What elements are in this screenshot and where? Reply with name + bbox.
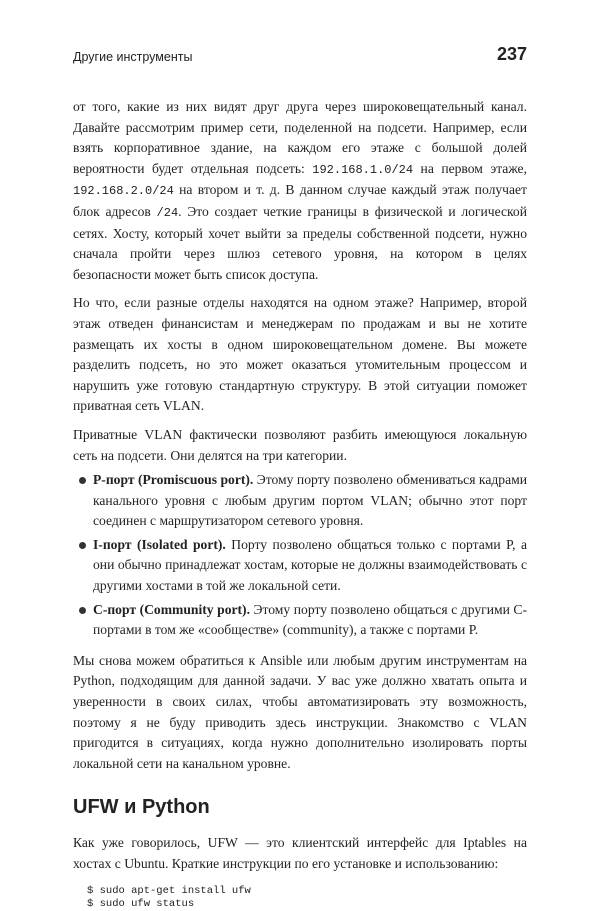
running-header (73, 44, 527, 68)
bullet-icon (79, 542, 86, 549)
inline-code: 192.168.1.0/24 (312, 162, 414, 177)
running-section-title: Другие инструменты (73, 50, 193, 64)
list-item-text: Этому порту позволено общаться с другими C-портами в том же «сообществе» (community), а также с портами P. (93, 601, 527, 638)
text-run: на втором и т. д. В данном случае каждый этаж получает блок адресов (73, 182, 527, 219)
paragraph-departments: Но что, если разные отделы находятся на одном этаже? Например, второй этаж отведен финансистам и менеджерам по продажам и вы не хотите размещать их хосты в одном широковещательном домене. Вы можете разделить подсеть, но это может оказаться утомительным процессом и нарушить уже готовую стандартную структуру. В этой ситуации поможет приватная сеть VLAN. (73, 295, 527, 414)
paragraph-subnets (73, 97, 527, 285)
port-types-list (73, 470, 527, 641)
paragraph-ansible: Мы снова можем обратиться к Ansible или любым другим инструментам на Python, подходящим для данной задачи. У вас уже должно хватать опыта и уверенности в своих силах, чтобы автоматизировать эту возможность, поэтому я не буду приводить здесь инструкции. Знакомство с VLAN пригодится в ситуациях, когда нужно дополнительно изолировать порты локальной сети на канальном уровне. (73, 652, 527, 771)
text-run: от того, какие из них видят друг друга через широковещательный канал. Давайте рассмотрим пример сети, поделенной на подсети. Например, если взять корпоративное здание, на каждом его этаже с большой долей вероятности будет отдельная подсеть: (73, 99, 527, 176)
list-item-text: Порту позволено общаться только с портами P, а они обычно принадлежат хостам, которые не должны взаимодействовать с другими хостами в той же локальной сети. (93, 536, 527, 594)
paragraph-private-vlan: Приватные VLAN фактически позволяют разбить имеющуюся локальную сеть на подсети. Они делятся на три категории. (73, 426, 527, 463)
code-line: $ sudo ufw status (87, 897, 195, 910)
section-heading: UFW и Python (73, 796, 210, 819)
text-run: на первом этаже, (413, 160, 527, 176)
list-item-term: C-порт (Community port). (93, 601, 250, 617)
inline-code: 192.168.2.0/24 (73, 184, 174, 199)
list-item (73, 600, 527, 641)
bullet-icon (79, 477, 86, 484)
code-line: $ sudo apt-get install ufw (87, 884, 251, 897)
paragraph-ufw: Как уже говорилось, UFW — это клиентский интерфейс для Iptables на хостах с Ubuntu. Краткие инструкции по его установке и использованию: (73, 835, 527, 871)
list-item-term: P-порт (Promiscuous port). (93, 472, 254, 488)
text-run: . Это создает четкие границы в физической и логической сетях. Хосту, который хочет выйти за пределы собственной подсети, нужно сначала пройти через шлюз сетевого уровня, на котором в целях безопасности может быть список доступа. (73, 203, 527, 282)
list-item-text: Этому порту позволено обмениваться кадрами канального уровня с любым другим портом VLAN; обычно этот порт соединен с маршрутизатором сетевого уровня. (93, 472, 527, 529)
inline-code: /24 (156, 205, 179, 220)
list-item (73, 470, 527, 532)
page-body (73, 97, 527, 911)
code-block (87, 885, 527, 911)
page-number: 237 (496, 44, 527, 64)
list-item (73, 535, 527, 597)
bullet-icon (79, 607, 86, 614)
list-item-term: I-порт (Isolated port). (93, 536, 226, 552)
